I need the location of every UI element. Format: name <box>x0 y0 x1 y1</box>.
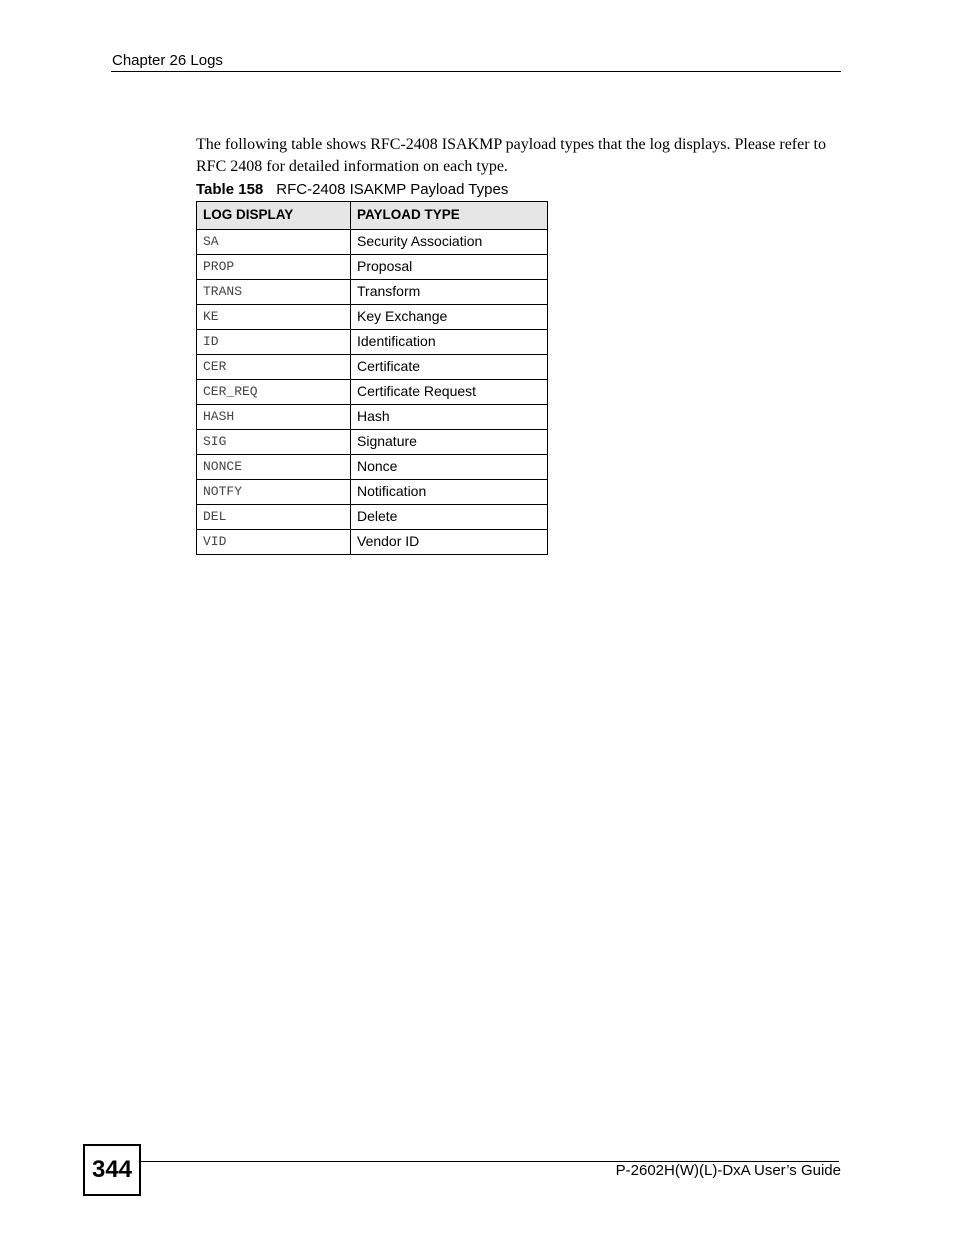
table-row <box>197 380 548 405</box>
table-row <box>197 280 548 305</box>
column-header-payload-type: PAYLOAD TYPE <box>351 202 548 230</box>
guide-title: P-2602H(W)(L)-DxA User’s Guide <box>615 1162 841 1179</box>
chapter-title: Chapter 26 Logs <box>112 52 223 69</box>
log-display-cell: NOTFY <box>197 480 351 505</box>
payload-type-cell: Certificate Request <box>351 380 548 405</box>
table-caption-label: Table 158 <box>196 181 264 198</box>
table-row <box>197 430 548 455</box>
log-display-cell: CER <box>197 355 351 380</box>
log-display-cell: SA <box>197 230 351 255</box>
table-row <box>197 330 548 355</box>
log-display-cell: CER_REQ <box>197 380 351 405</box>
log-display-cell: KE <box>197 305 351 330</box>
table-row <box>197 480 548 505</box>
table-row <box>197 530 548 555</box>
intro-paragraph: The following table shows RFC-2408 ISAKMP payload types that the log displays. Please refer to RFC 2408 for detailed information on each type. <box>196 136 826 175</box>
log-display-cell: VID <box>197 530 351 555</box>
payload-type-cell: Delete <box>351 505 548 530</box>
payload-type-cell: Key Exchange <box>351 305 548 330</box>
payload-type-cell: Transform <box>351 280 548 305</box>
log-display-cell: SIG <box>197 430 351 455</box>
table-row <box>197 255 548 280</box>
log-display-cell: NONCE <box>197 455 351 480</box>
table-header-row <box>197 202 548 230</box>
payload-type-cell: Security Association <box>351 230 548 255</box>
payload-type-cell: Identification <box>351 330 548 355</box>
column-header-log-display: LOG DISPLAY <box>197 202 351 230</box>
page-number: 344 <box>83 1144 141 1196</box>
table-row <box>197 230 548 255</box>
header-divider <box>111 71 841 72</box>
table-row <box>197 455 548 480</box>
log-display-cell: PROP <box>197 255 351 280</box>
table-row <box>197 305 548 330</box>
log-display-cell: DEL <box>197 505 351 530</box>
payload-type-cell: Vendor ID <box>351 530 548 555</box>
table-caption <box>196 181 508 198</box>
payload-type-cell: Hash <box>351 405 548 430</box>
log-display-cell: ID <box>197 330 351 355</box>
table-row <box>197 505 548 530</box>
payload-type-cell: Nonce <box>351 455 548 480</box>
log-display-cell: TRANS <box>197 280 351 305</box>
payload-type-cell: Certificate <box>351 355 548 380</box>
payload-types-table <box>196 201 548 555</box>
payload-type-cell: Proposal <box>351 255 548 280</box>
table-row <box>197 405 548 430</box>
payload-type-cell: Notification <box>351 480 548 505</box>
payload-type-cell: Signature <box>351 430 548 455</box>
table-caption-title: RFC-2408 ISAKMP Payload Types <box>276 181 509 198</box>
log-display-cell: HASH <box>197 405 351 430</box>
table-row <box>197 355 548 380</box>
